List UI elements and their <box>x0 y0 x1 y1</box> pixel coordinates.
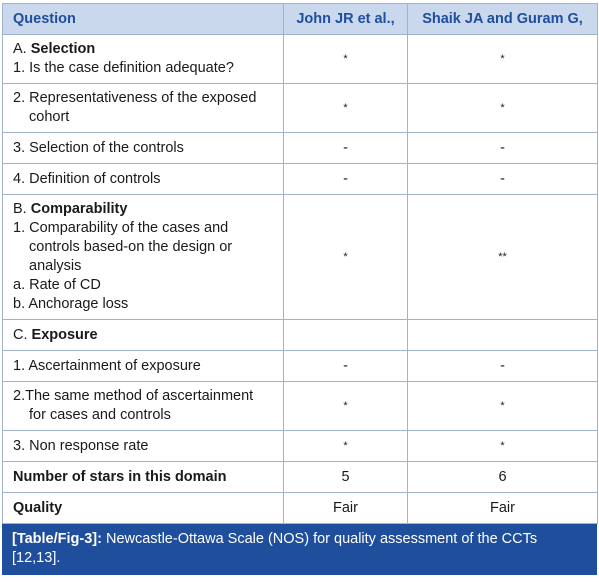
john-cell: - <box>284 164 408 195</box>
table-header-row <box>3 4 598 35</box>
shaik-cell: * <box>408 431 598 462</box>
question-cell <box>3 320 284 351</box>
question-text-cont: controls based-on the design or <box>29 239 233 255</box>
table-row <box>3 195 598 320</box>
table-row <box>3 133 598 164</box>
quality-label: Quality <box>3 493 284 524</box>
quality-row <box>3 493 598 524</box>
shaik-cell: * <box>408 35 598 84</box>
section-title: Selection <box>30 41 96 57</box>
question-text: 2.The same method of ascertainment <box>13 388 254 404</box>
figure-caption <box>2 524 597 575</box>
question-text-cont: cohort <box>29 109 70 125</box>
question-text-cont: analysis <box>29 258 82 274</box>
john-cell: * <box>284 84 408 133</box>
question-cell <box>3 195 284 320</box>
table-row <box>3 35 598 84</box>
table-row <box>3 320 598 351</box>
nos-table-figure <box>2 3 597 575</box>
question-cell <box>3 382 284 431</box>
question-text-cont: for cases and controls <box>29 407 171 423</box>
stars-total-row <box>3 462 598 493</box>
question-text: 1. Is the case definition adequate? <box>13 60 234 76</box>
question-cell <box>3 35 284 84</box>
caption-text: Newcastle-Ottawa Scale (NOS) for quality assessment of the CCTs [12,13]. <box>12 531 538 566</box>
section-prefix: C. <box>13 326 32 343</box>
question-text: 1. Comparability of the cases and <box>13 220 229 236</box>
section-title: Exposure <box>31 326 98 343</box>
question-cell: 4. Definition of controls <box>3 164 284 195</box>
header-shaik: Shaik JA and Guram G, <box>408 4 598 35</box>
john-quality: Fair <box>284 493 408 524</box>
caption-tag: [Table/Fig-3]: <box>12 531 102 547</box>
shaik-cell: - <box>408 164 598 195</box>
question-text: 2. Representativeness of the exposed <box>13 90 257 106</box>
section-title: Comparability <box>30 201 128 217</box>
table-row <box>3 164 598 195</box>
john-cell: - <box>284 133 408 164</box>
table-row <box>3 382 598 431</box>
john-cell: * <box>284 195 408 320</box>
john-cell: * <box>284 382 408 431</box>
nos-quality-table <box>2 3 598 524</box>
shaik-cell: - <box>408 133 598 164</box>
question-cell: 3. Selection of the controls <box>3 133 284 164</box>
question-cell: 1. Ascertainment of exposure <box>3 351 284 382</box>
john-stars-total: 5 <box>284 462 408 493</box>
question-subitem: b. Anchorage loss <box>13 296 129 312</box>
table-row <box>3 351 598 382</box>
stars-total-label: Number of stars in this domain <box>3 462 284 493</box>
shaik-cell: * <box>408 84 598 133</box>
table-row <box>3 84 598 133</box>
shaik-stars-total: 6 <box>408 462 598 493</box>
section-prefix: A. <box>13 41 31 57</box>
shaik-cell: * <box>408 382 598 431</box>
john-cell: * <box>284 431 408 462</box>
question-subitem: a. Rate of CD <box>13 277 101 293</box>
header-question: Question <box>3 4 284 35</box>
john-cell <box>284 320 408 351</box>
question-cell: 3. Non response rate <box>3 431 284 462</box>
shaik-quality: Fair <box>408 493 598 524</box>
section-prefix: B. <box>13 201 31 217</box>
shaik-cell: ** <box>408 195 598 320</box>
john-cell: - <box>284 351 408 382</box>
shaik-cell <box>408 320 598 351</box>
table-row <box>3 431 598 462</box>
john-cell: * <box>284 35 408 84</box>
header-john: John JR et al., <box>284 4 408 35</box>
shaik-cell: - <box>408 351 598 382</box>
question-cell <box>3 84 284 133</box>
